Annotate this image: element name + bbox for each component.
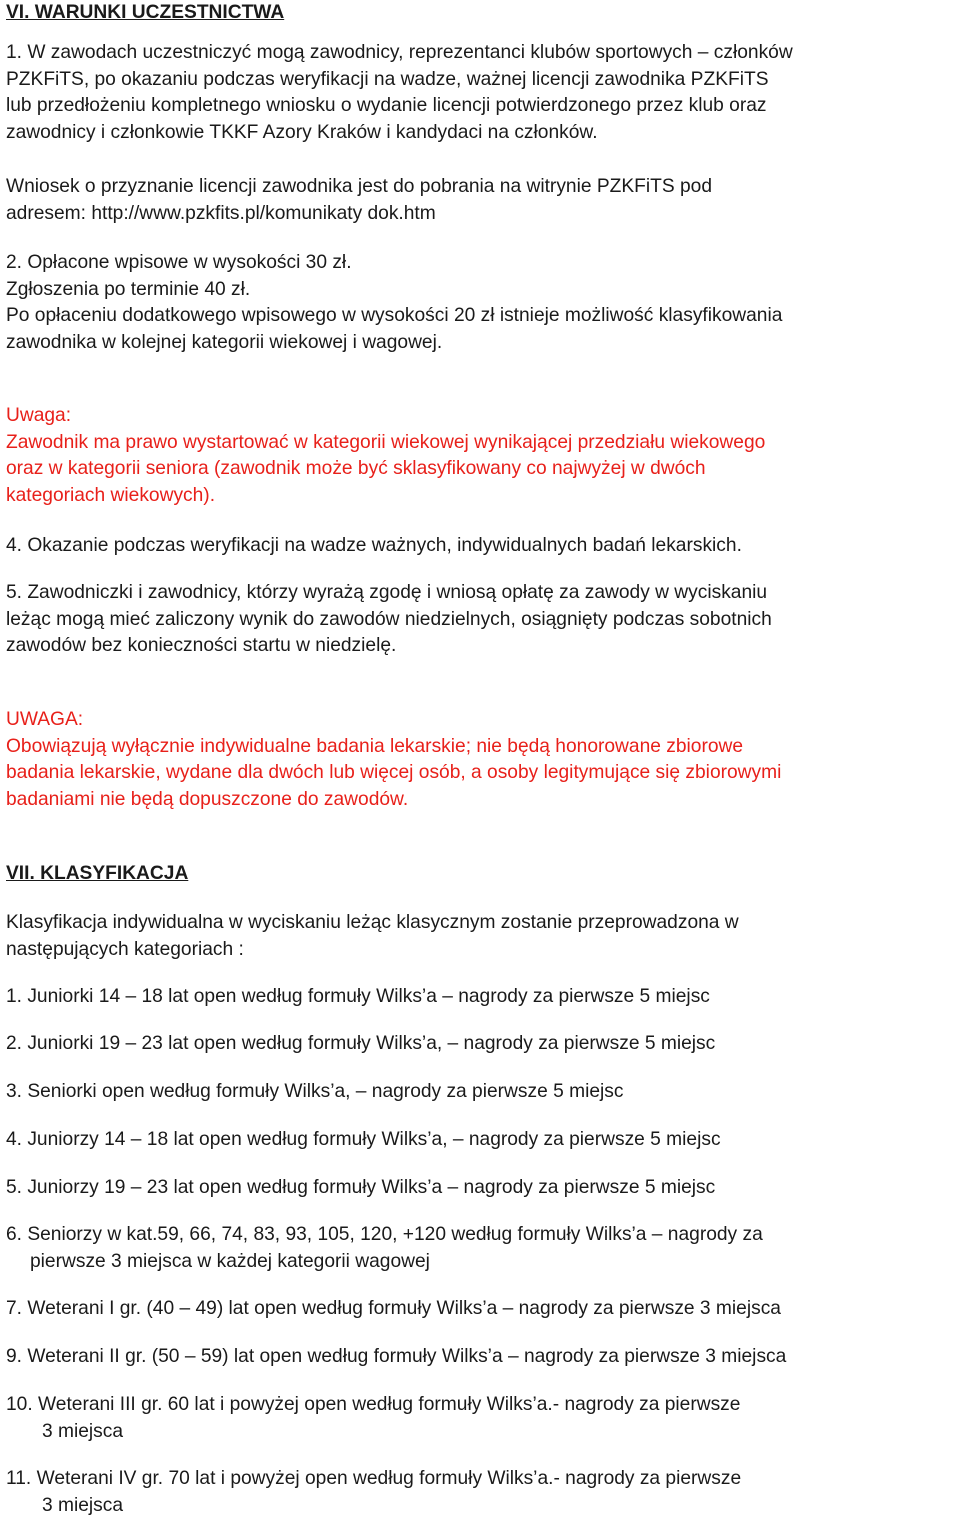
category-line-continued: 3 miejsca [42,1494,124,1516]
text-line: leżąc mogą mieć zaliczony wynik do zawodów niedzielnych, osiągnięty podczas sobotnich [6,608,772,630]
warning-label: UWAGA: [6,709,84,730]
category-line: 5. Juniorzy 19 – 23 lat open według formuły Wilks’a – nagrody za pierwsze 5 miejsc [6,1177,716,1198]
category-line: 4. Juniorzy 14 – 18 lat open według formuły Wilks’a, – nagrody za pierwsze 5 miejsc [6,1129,721,1150]
text-line: oraz w kategorii seniora (zawodnik może być sklasyfikowany co najwyżej w dwóch [6,458,706,479]
category-list-item [6,1296,946,1323]
category-list-item [6,1466,946,1519]
category-list-item [6,1127,946,1154]
category-line: 9. Weterani II gr. (50 – 59) lat open według formuły Wilks’a – nagrody za pierwsze 3 miejsca [6,1346,787,1367]
category-line: 3. Seniorki open według formuły Wilks’a, – nagrody za pierwsze 5 miejsc [6,1081,624,1102]
text-line: kategoriach wiekowych). [6,484,216,506]
category-list-item [6,1079,946,1106]
paragraph-license-info [6,174,946,227]
category-list-item [6,1175,946,1202]
category-line: 2. Juniorki 19 – 23 lat open według formuły Wilks’a, – nagrody za pierwsze 5 miejsc [6,1033,716,1054]
section-heading-klasyfikacja: VII. KLASYFIKACJA [6,863,189,884]
text-line: badania lekarskie, wydane dla dwóch lub więcej osób, a osoby legitymujące się zbiorowymi [6,762,782,783]
category-list-item [6,984,946,1011]
text-line: Klasyfikacja indywidualna w wyciskaniu leżąc klasycznym zostanie przeprowadzona w [6,912,739,933]
category-line: 7. Weterani I gr. (40 – 49) lat open według formuły Wilks’a – nagrody za pierwsze 3 miejsca [6,1298,781,1319]
category-list-item [6,1222,946,1275]
category-line: 11. Weterani IV gr. 70 lat i powyżej open według formuły Wilks’a.- nagrody za pierwsze [6,1468,742,1489]
warning-note-age-category [6,403,946,509]
text-line: zawodów bez konieczności startu w niedzielę. [6,635,397,656]
category-line-continued: 3 miejsca [42,1420,124,1442]
text-line: Zawodnik ma prawo wystartować w kategorii wiekowej wynikającej przedziału wiekowego [6,431,766,453]
text-line: zawodnika w kolejnej kategorii wiekowej i wagowej. [6,331,443,353]
text-line: zawodnicy i członkowie TKKF Azory Kraków i kandydaci na członków. [6,121,598,143]
text-line: 5. Zawodniczki i zawodnicy, którzy wyrażą zgodę i wniosą opłatę za zawody w wyciskaniu [6,582,768,603]
text-line: 1. W zawodach uczestniczyć mogą zawodnicy, reprezentanci klubów sportowych – członków [6,42,793,63]
warning-note-medical [6,707,946,813]
warning-label: Uwaga: [6,405,72,426]
category-list-item [6,1392,946,1445]
category-line: 10. Weterani III gr. 60 lat i powyżej open według formuły Wilks’a.- nagrody za pierwsze [6,1394,741,1415]
section-heading-warunki: VI. WARUNKI UCZESTNICTWA [6,2,285,23]
text-line: adresem: http://www.pzkfits.pl/komunikaty dok.htm [6,202,436,224]
text-line: Obowiązują wyłącznie indywidualne badania lekarskie; nie będą honorowane zbiorowe [6,735,744,757]
category-line: 1. Juniorki 14 – 18 lat open według formuły Wilks’a – nagrody za pierwsze 5 miejsc [6,986,710,1007]
paragraph-entry-fee [6,250,946,356]
category-list-item [6,1031,946,1058]
text-line: lub przedłożeniu kompletnego wniosku o wydanie licencji potwierdzonego przez klub oraz [6,95,767,116]
paragraph-bench-press-result [6,580,946,660]
text-line: następujących kategoriach : [6,938,244,960]
text-line: PZKFiTS, po okazaniu podczas weryfikacji na wadze, ważnej licencji zawodnika PZKFiTS [6,68,769,90]
text-line: badaniami nie będą dopuszczone do zawodów. [6,788,409,810]
paragraph-medical-check: 4. Okazanie podczas weryfikacji na wadze ważnych, indywidualnych badań lekarskich. [6,535,742,556]
paragraph-classification-intro [6,910,946,963]
text-line: Po opłaceniu dodatkowego wpisowego w wysokości 20 zł istnieje możliwość klasyfikowania [6,305,783,326]
category-line-continued: pierwsze 3 miejsca w każdej kategorii wagowej [30,1250,430,1272]
text-line: Wniosek o przyznanie licencji zawodnika jest do pobrania na witrynie PZKFiTS pod [6,176,713,197]
text-line: 2. Opłacone wpisowe w wysokości 30 zł. [6,252,352,273]
category-line: 6. Seniorzy w kat.59, 66, 74, 83, 93, 105, 120, +120 według formuły Wilks’a – nagrody za [6,1224,763,1245]
text-line: Zgłoszenia po terminie 40 zł. [6,278,251,300]
paragraph-eligibility [6,40,946,146]
category-list-item [6,1344,946,1371]
